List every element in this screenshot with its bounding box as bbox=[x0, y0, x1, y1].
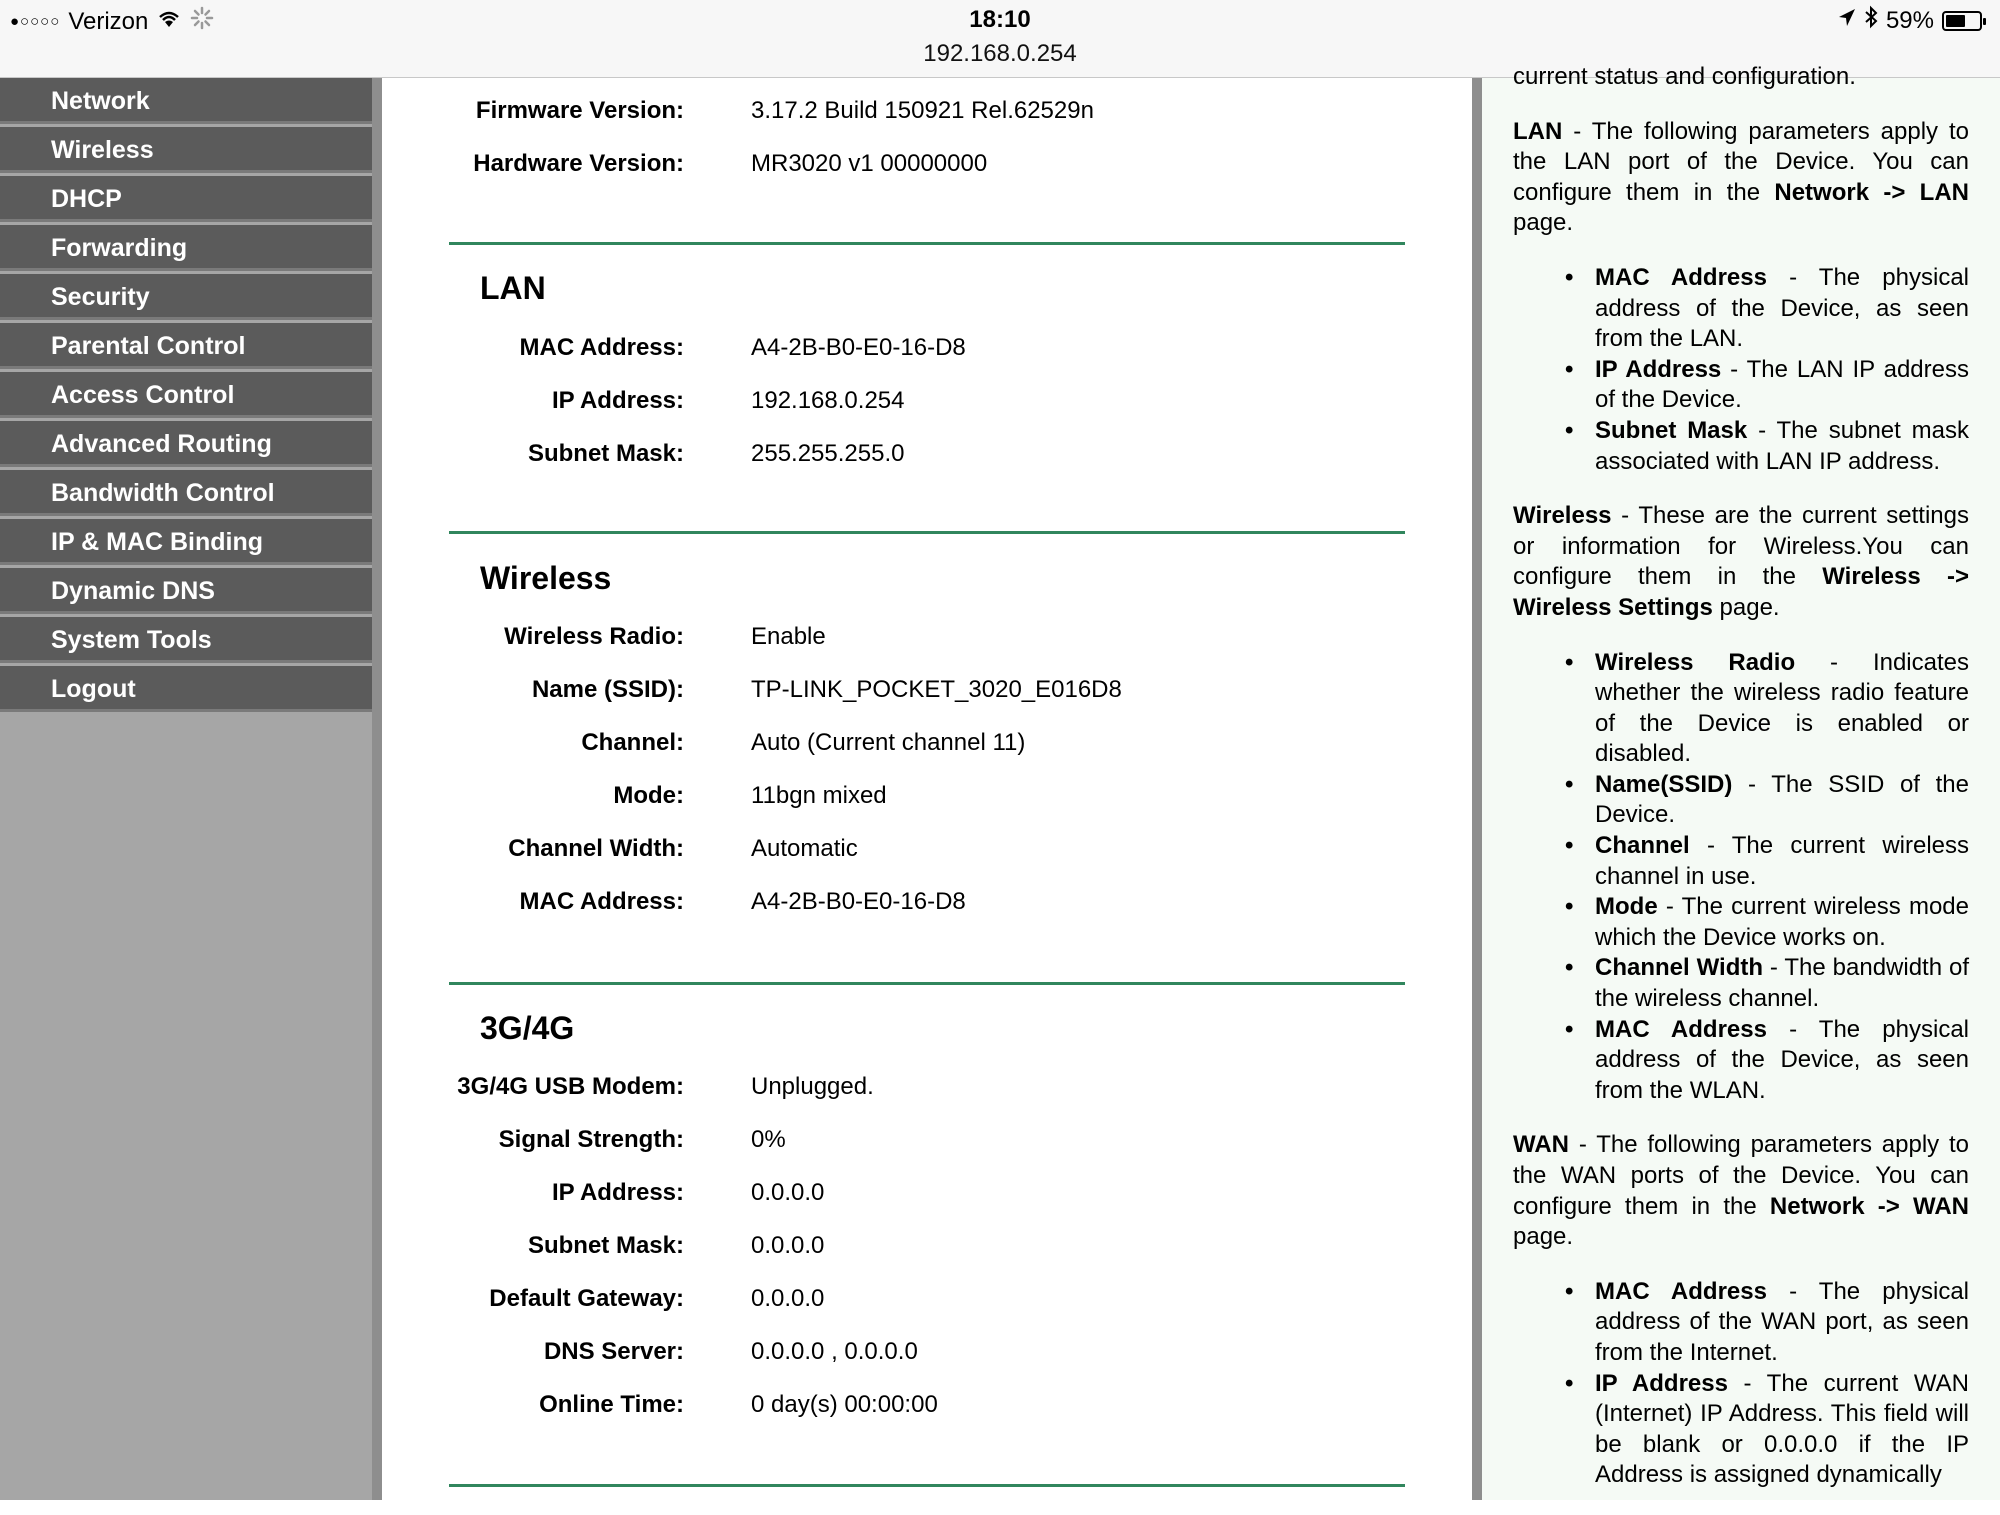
field-label: IP Address: bbox=[551, 387, 684, 414]
help-lan-text: - The following parameters apply to the LAN port of the Device. You can configure them in the bbox=[1513, 117, 1969, 206]
sidebar-item-dhcp[interactable]: DHCP bbox=[0, 176, 372, 222]
help-term: Subnet Mask bbox=[1595, 416, 1748, 444]
right-status-icons bbox=[1838, 6, 1982, 35]
bullet-icon: • bbox=[1565, 832, 1574, 860]
field-value: Enable bbox=[751, 623, 826, 650]
help-panel[interactable] bbox=[1482, 63, 2000, 1500]
field-label: DNS Server: bbox=[543, 1338, 684, 1365]
help-wireless-title: Wireless bbox=[1513, 502, 1612, 530]
help-lan-title: LAN bbox=[1513, 117, 1563, 145]
help-list-item bbox=[1513, 1277, 1969, 1369]
help-term-desc: - The bandwidth of the wireless channel. bbox=[1595, 954, 1969, 1013]
help-term-desc: - The current WAN (Internet) IP Address. This field will be blank or 0.0.0.0 if the IP Address is assigned dynamically bbox=[1595, 1369, 1969, 1489]
field-label: MAC Address: bbox=[519, 888, 684, 915]
g34-section-title: 3G/4G bbox=[480, 1010, 575, 1046]
field-value: Auto (Current channel 11) bbox=[751, 729, 1026, 756]
field-label: Channel: bbox=[581, 729, 684, 756]
firmware-version-label: Firmware Version: bbox=[475, 97, 684, 124]
help-term: Wireless Radio bbox=[1595, 648, 1796, 676]
help-term: IP Address bbox=[1595, 355, 1722, 383]
field-value: 192.168.0.254 bbox=[751, 387, 905, 414]
field-label: Signal Strength: bbox=[498, 1126, 684, 1153]
field-value: 0.0.0.0 bbox=[751, 1179, 825, 1206]
help-term-desc: - The SSID of the Device. bbox=[1595, 770, 1969, 829]
help-wan-path: Network -> WAN bbox=[1769, 1192, 1969, 1220]
help-list-item bbox=[1513, 831, 1969, 892]
help-term-desc: - The physical address of the Device, as seen from the WLAN. bbox=[1595, 1015, 1970, 1104]
status-content bbox=[382, 78, 1472, 1500]
field-label: Subnet Mask: bbox=[527, 440, 684, 467]
bullet-icon: • bbox=[1565, 1277, 1574, 1305]
field-label: 3G/4G USB Modem: bbox=[457, 1073, 684, 1100]
sidebar-item-ip-mac-binding[interactable]: IP & MAC Binding bbox=[0, 519, 372, 565]
help-list-item bbox=[1513, 416, 1969, 477]
field-value: 0.0.0.0 bbox=[751, 1285, 825, 1312]
field-value: TP-LINK_POCKET_3020_E016D8 bbox=[751, 676, 1122, 703]
help-lan-text-end: page. bbox=[1513, 209, 1574, 237]
field-label: IP Address: bbox=[551, 1179, 684, 1206]
signal-strength-icon: ●○○○○ bbox=[10, 13, 61, 30]
sidebar-item-system-tools[interactable]: System Tools bbox=[0, 617, 372, 663]
bullet-icon: • bbox=[1565, 263, 1574, 291]
help-lan-list bbox=[1513, 263, 1969, 477]
sidebar-item-network[interactable]: Network bbox=[0, 78, 372, 124]
sidebar-item-forwarding[interactable]: Forwarding bbox=[0, 225, 372, 271]
field-label: Name (SSID): bbox=[531, 676, 684, 703]
firmware-version-value: 3.17.2 Build 150921 Rel.62529n bbox=[751, 97, 1094, 124]
battery-icon bbox=[1942, 11, 1982, 31]
field-value: 0.0.0.0 bbox=[751, 1232, 825, 1259]
lan-section-title: LAN bbox=[480, 270, 546, 306]
help-term: Mode bbox=[1595, 893, 1658, 921]
help-term: MAC Address bbox=[1595, 1015, 1767, 1043]
field-label: Online Time: bbox=[539, 1391, 684, 1418]
help-wireless-list bbox=[1513, 648, 1969, 1107]
bluetooth-icon bbox=[1864, 6, 1878, 35]
sidebar-item-logout[interactable]: Logout bbox=[0, 666, 372, 712]
help-content bbox=[1513, 62, 1969, 1515]
help-term-desc: - Indicates whether the wireless radio feature of the Device is enabled or disabled. bbox=[1595, 648, 1970, 768]
section-divider bbox=[449, 531, 1405, 534]
bullet-icon: • bbox=[1565, 648, 1574, 676]
sidebar-item-security[interactable]: Security bbox=[0, 274, 372, 320]
field-value: Automatic bbox=[751, 835, 858, 862]
bullet-icon: • bbox=[1565, 416, 1574, 444]
field-label: Channel Width: bbox=[508, 835, 684, 862]
sidebar-item-advanced-routing[interactable]: Advanced Routing bbox=[0, 421, 372, 467]
bullet-icon: • bbox=[1565, 1015, 1574, 1043]
help-wan-text: - The following parameters apply to the WAN ports of the Device. You can configure them in the bbox=[1513, 1131, 1969, 1220]
section-divider bbox=[449, 982, 1405, 985]
help-wireless-intro bbox=[1513, 501, 1969, 623]
bullet-icon: • bbox=[1565, 770, 1574, 798]
help-term-desc: - The physical address of the WAN port, as seen from the Internet. bbox=[1595, 1277, 1970, 1366]
help-term-desc: - The LAN IP address of the Device. bbox=[1595, 355, 1969, 414]
help-lan-intro bbox=[1513, 117, 1969, 239]
help-wan-title: WAN bbox=[1513, 1131, 1569, 1159]
sidebar-menu bbox=[0, 78, 372, 1500]
help-wireless-text: - These are the current settings or information for Wireless.You can configure them in the bbox=[1513, 502, 1969, 591]
field-label: MAC Address: bbox=[519, 334, 684, 361]
help-wireless-path: Wireless -> Wireless Settings bbox=[1513, 563, 1969, 621]
help-panel-edge bbox=[1472, 78, 1482, 1500]
help-list-item bbox=[1513, 1015, 1969, 1107]
help-list-item bbox=[1513, 263, 1969, 355]
field-value: 255.255.255.0 bbox=[751, 440, 905, 467]
battery-fill bbox=[1946, 15, 1965, 27]
bullet-icon: • bbox=[1565, 954, 1574, 982]
sidebar-scroll-edge bbox=[372, 78, 382, 1500]
hardware-version-label: Hardware Version: bbox=[473, 150, 684, 177]
help-list-item bbox=[1513, 892, 1969, 953]
field-label: Wireless Radio: bbox=[504, 623, 684, 650]
battery-percent: 59% bbox=[1885, 6, 1934, 34]
help-wan-list bbox=[1513, 1277, 1969, 1491]
help-term-desc: - The current wireless channel in use. bbox=[1595, 832, 1969, 890]
field-value: Unplugged. bbox=[751, 1073, 874, 1100]
section-divider bbox=[449, 242, 1405, 245]
help-list-item bbox=[1513, 1369, 1969, 1491]
sidebar-item-access-control[interactable]: Access Control bbox=[0, 372, 372, 418]
help-term: Channel bbox=[1595, 832, 1690, 860]
help-term: Channel Width bbox=[1595, 954, 1764, 982]
address-bar[interactable]: 192.168.0.254 bbox=[923, 40, 1077, 67]
help-list-item bbox=[1513, 770, 1969, 831]
field-value: 0 day(s) 00:00:00 bbox=[751, 1391, 938, 1418]
field-value: A4-2B-B0-E0-16-D8 bbox=[751, 334, 966, 361]
help-term: MAC Address bbox=[1595, 1277, 1767, 1305]
carrier-name: Verizon bbox=[68, 7, 149, 35]
bullet-icon: • bbox=[1565, 893, 1574, 921]
location-arrow-icon bbox=[1838, 7, 1856, 35]
bullet-icon: • bbox=[1565, 1369, 1574, 1397]
help-term-desc: - The physical address of the Device, as seen from the LAN. bbox=[1595, 263, 1970, 353]
field-value: 11bgn mixed bbox=[751, 782, 887, 809]
help-list-item bbox=[1513, 953, 1969, 1014]
sidebar-item-parental-control[interactable]: Parental Control bbox=[0, 323, 372, 369]
help-term: Name(SSID) bbox=[1595, 770, 1733, 798]
help-term-desc: - The subnet mask associated with LAN IP address. bbox=[1595, 416, 1970, 475]
help-list-item bbox=[1513, 355, 1969, 416]
help-top-fragment: current status and configuration. bbox=[1513, 63, 1856, 90]
bullet-icon: • bbox=[1565, 355, 1574, 383]
help-term: IP Address bbox=[1595, 1369, 1728, 1397]
help-wan-text-end: page. bbox=[1513, 1223, 1574, 1251]
status-time: 18:10 bbox=[969, 6, 1031, 33]
help-lan-path: Network -> LAN bbox=[1774, 178, 1969, 206]
help-wireless-text-end: page. bbox=[1712, 593, 1780, 621]
help-term-desc: - The current wireless mode which the Device works on. bbox=[1595, 893, 1969, 951]
hardware-version-value: MR3020 v1 00000000 bbox=[751, 150, 988, 177]
sidebar-item-dynamic-dns[interactable]: Dynamic DNS bbox=[0, 568, 372, 614]
field-label: Subnet Mask: bbox=[527, 1232, 684, 1259]
field-label: Default Gateway: bbox=[489, 1285, 684, 1312]
help-wan-intro bbox=[1513, 1130, 1969, 1252]
field-label: Mode: bbox=[613, 782, 684, 809]
help-term: MAC Address bbox=[1595, 263, 1767, 291]
section-divider bbox=[449, 1484, 1405, 1487]
field-value: A4-2B-B0-E0-16-D8 bbox=[751, 888, 966, 915]
help-list-item bbox=[1513, 648, 1969, 770]
wireless-section-title: Wireless bbox=[480, 560, 612, 596]
field-value: 0% bbox=[751, 1126, 786, 1153]
sidebar-item-bandwidth-control[interactable]: Bandwidth Control bbox=[0, 470, 372, 516]
sidebar-item-wireless[interactable]: Wireless bbox=[0, 127, 372, 173]
field-value: 0.0.0.0 , 0.0.0.0 bbox=[751, 1338, 918, 1365]
